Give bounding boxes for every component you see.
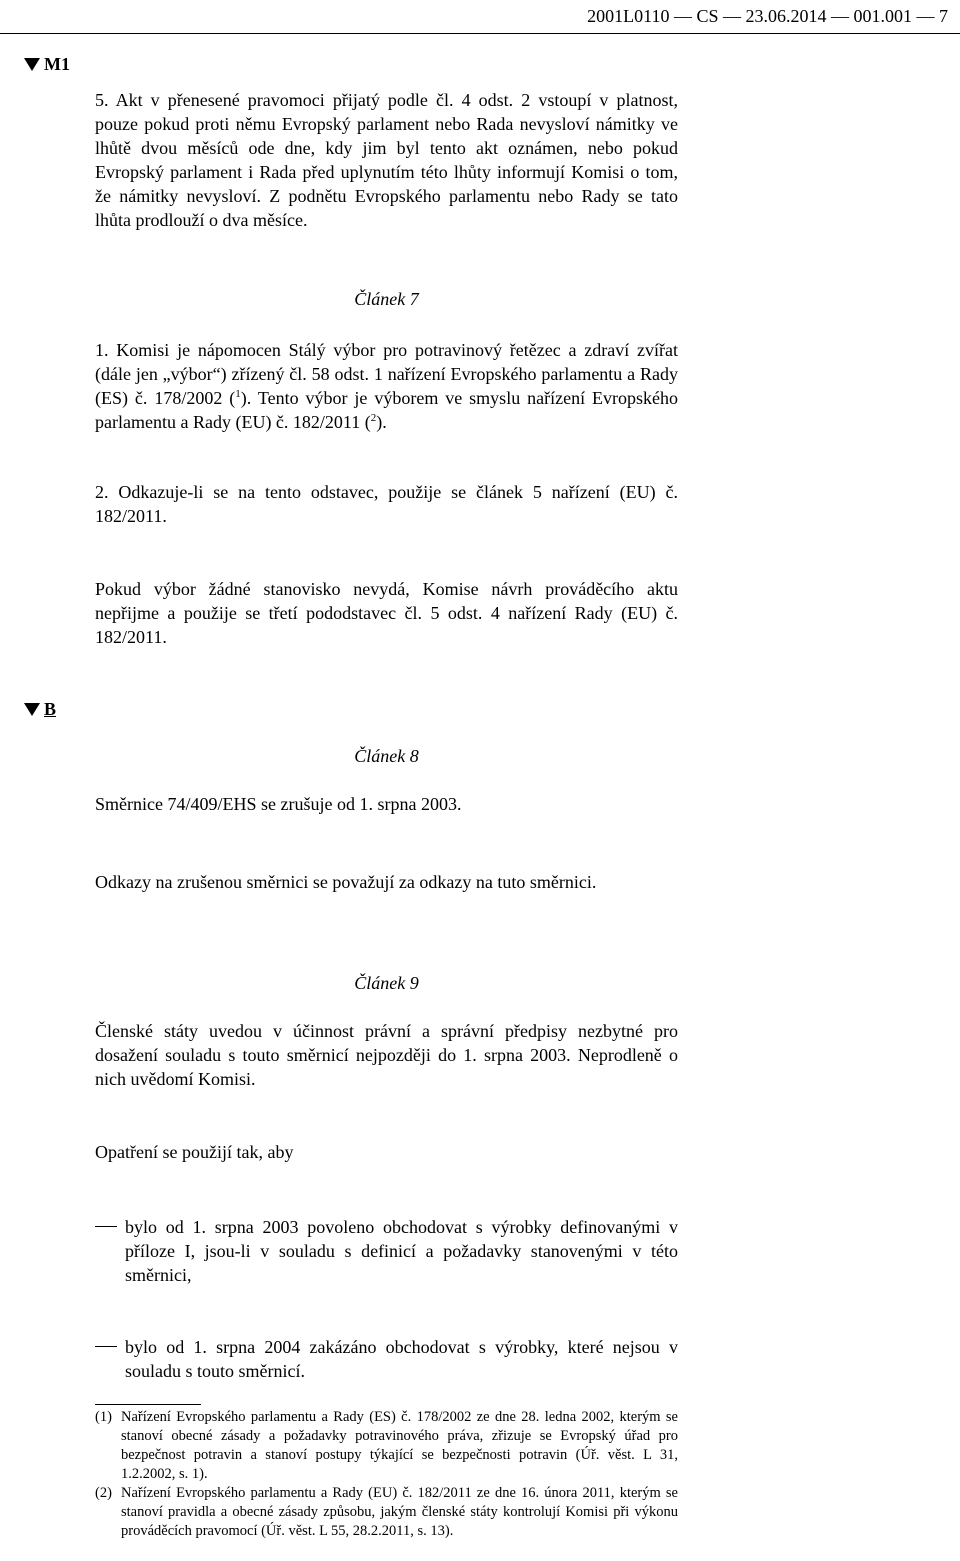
text-part: ). Tento výbor je výborem ve smyslu nařízení Evropského parlamentu a Rady (EU) č. 182/2011 (	[95, 388, 678, 432]
article-8-paragraph-1	[95, 792, 678, 816]
footnote-text: Nařízení Evropského parlamentu a Rady (ES) č. 178/2002 ze dne 28. ledna 2002, kterým se stanoví obecné zásady a požadavky potravinového práva, zřizuje se Evropský úřad pro bezpečnost potravin a stanoví postupy týkající se bezpečnosti potravin (Úř. věst. L 31, 1.2.2002, s. 1).	[121, 1409, 678, 1482]
article-9-title: Článek 9	[354, 973, 419, 993]
marker-label: B	[44, 699, 57, 719]
article-7-paragraph-1	[95, 338, 678, 434]
footnote-text: Nařízení Evropského parlamentu a Rady (EU) č. 182/2011 ze dne 16. února 2011, kterým se stanoví pravidla a obecné zásady způsobu, jakým členské státy kontrolují Komisi při výkonu prováděcích pravomocí (Úř. věst. L 55, 28.2.2011, s. 13).	[121, 1485, 678, 1539]
text-part: 1. Komisi je nápomocen Stálý výbor pro potravinový řetězec a zdraví zvířat (dále jen „výbor“) zřízený čl. 58 odst. 1 nařízení Evropského parlamentu a Rady (ES) č. 178/2002 (	[95, 340, 678, 408]
footnote-separator	[95, 1404, 201, 1405]
paragraph-text: 5. Akt v přenesené pravomoci přijatý podle čl. 4 odst. 2 vstoupí v platnost, pouze pokud proti němu Evropský parlament nebo Rada nevysloví námitky ve lhůtě dvou měsíců ode dne, kdy jim byl tento akt oznámen, nebo pokud Evropský parlament i Rada před uplynutím této lhůty informují Komisi o tom, že námitky nevysloví. Z podnětu Evropského parlamentu nebo Rady se tato lhůta prodlouží o dva měsíce.	[95, 90, 678, 230]
article-9-paragraph-2	[95, 1140, 678, 1164]
article-7-title: Článek 7	[354, 289, 419, 309]
footnote-ref-1[interactable]: 1	[235, 388, 241, 400]
article-8-paragraph-2	[95, 870, 678, 894]
footnote-2	[95, 1484, 678, 1541]
triangle-down-icon	[24, 703, 40, 716]
footnote-number: (1)	[95, 1409, 112, 1425]
article-9-paragraph-1	[95, 1019, 678, 1091]
dash-bullet	[95, 1215, 125, 1287]
document-reference: 2001L0110 — CS — 23.06.2014 — 001.001 — 7	[587, 6, 948, 26]
triangle-down-icon	[24, 58, 40, 71]
list-item-text: bylo od 1. srpna 2003 povoleno obchodovat s výrobky definovanými v příloze I, jsou-li v souladu s definicí a požadavky stanovenými v této směrnici,	[125, 1217, 678, 1285]
footnote-number: (2)	[95, 1485, 112, 1501]
marker-label: M1	[44, 54, 70, 74]
amendment-marker-b[interactable]	[24, 697, 56, 721]
list-item	[95, 1215, 678, 1287]
article-7-paragraph-2	[95, 480, 678, 528]
amendment-marker-m1[interactable]	[24, 52, 70, 76]
page-header	[0, 0, 960, 38]
paragraph-text: Odkazy na zrušenou směrnici se považují za odkazy na tuto směrnici.	[95, 872, 597, 892]
paragraph-text: Členské státy uvedou v účinnost právní a správní předpisy nezbytné pro dosažení souladu s touto směrnicí nejpozději do 1. srpna 2003. Neprodleně o nich uvědomí Komisi.	[95, 1021, 678, 1089]
paragraph-text: 2. Odkazuje-li se na tento odstavec, použije se článek 5 nařízení (EU) č. 182/2011.	[95, 482, 678, 526]
footnote-ref-2[interactable]: 2	[370, 412, 377, 424]
dash-bullet	[95, 1335, 125, 1383]
header-rule	[0, 33, 960, 34]
paragraph-5	[95, 88, 678, 232]
paragraph-text: Směrnice 74/409/EHS se zrušuje od 1. srpna 2003.	[95, 794, 462, 814]
paragraph-text: Opatření se použijí tak, aby	[95, 1142, 294, 1162]
article-7-paragraph-3	[95, 577, 678, 649]
article-8-title: Článek 8	[354, 746, 419, 766]
paragraph-text	[95, 338, 678, 434]
paragraph-text: Pokud výbor žádné stanovisko nevydá, Komise návrh prováděcího aktu nepřijme a použije se třetí pododstavec čl. 5 odst. 4 nařízení Rady (EU) č. 182/2011.	[95, 579, 678, 647]
footnote-1	[95, 1408, 678, 1484]
list-item	[95, 1335, 678, 1383]
text-part: ).	[376, 412, 387, 432]
list-item-text: bylo od 1. srpna 2004 zakázáno obchodovat s výrobky, které nejsou v souladu s touto směrnicí.	[125, 1337, 678, 1381]
